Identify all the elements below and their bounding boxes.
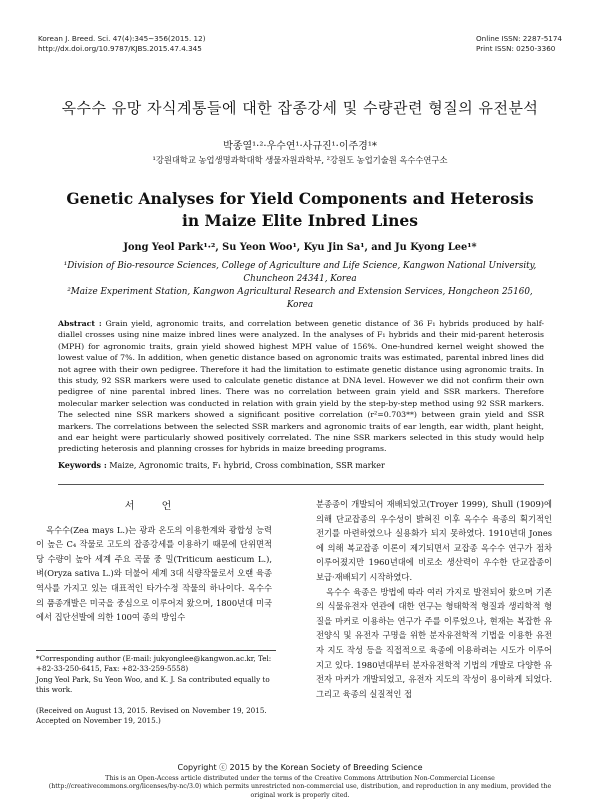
affiliation-1: ¹Division of Bio-resource Sciences, College of Agriculture and Life Science, Kangwon National University, Chuncheon 24341, Korea [63, 261, 537, 284]
received-dates: (Received on August 13, 2015. Revised on November 19, 2015. Accepted on November 19, 2015.) [36, 705, 267, 726]
authors-english: Jong Yeol Park¹·², Su Yeon Woo¹, Kyu Jin Sa¹, and Ju Kyong Lee¹* [123, 242, 477, 253]
body-paragraph-1: 옥수수(Zea mays L.)는 광과 온도의 이용한계와 광합성 능력이 높은 C₄ 작물로 고도의 잡종강세를 이용하기 때문에 단위면적당 수량이 높아 세계 주요 곡물 중 밀(Triticum aesticum L.), 벼(Oryza sativa L.)와 더불어 세계 3대 식량작물로서 오랜 육종역사를 가지고 있는 대표적인 타가수정 작물의 하나이다. 옥수수의 품종개발은 미국을 중심으로 이루어져 왔으며, 1800년대 미국에서 집단선발에 의한 100여 종의 방임수 [36, 524, 272, 623]
authors-korean: 박종열¹·²·우수연¹·사규진¹·이주경¹* [223, 141, 377, 152]
title-english: Genetic Analyses for Yield Components and Heterosis in Maize Elite Inbred Lines [66, 189, 534, 230]
footnote-divider [36, 650, 276, 651]
affiliation-korean: ¹강원대학교 농업생명과학대학 생물자원과학부, ²강원도 농업기술원 옥수수연구소 [152, 155, 448, 165]
abstract [58, 318, 544, 455]
footnotes [36, 654, 276, 726]
journal-header [38, 34, 206, 54]
print-issn: Print ISSN: 0250-3360 [476, 44, 556, 53]
abstract-text: Grain yield, agronomic traits, and correlation between genetic distance of 36 F₁ hybrids produced by half-diallel crosses using nine maize inbred lines were analyzed. In the analyses of F₁ hybrids and their mid-parent heterosis (MPH) for agronomic traits, grain yield showed highest MPH value of 156%. One-hundred kernel weight showed the lowest value of 7%. In addition, when genetic distance based on agronomic traits was estimated, parental inbred lines did not agree with their own pedigree. Therefore it had the limitation to estimate genetic distance using agronomic traits. In this study, 92 SSR markers were used to calculate genetic distance at DNA level. However we did not confirm their own pedigree of nine parental inbred lines. There was no correlation between grain yield and SSR markers. Therefore molecular marker selection was conducted in relation with grain yield by the step-by-step method using 92 SSR markers. The selected nine SSR markers showed a significant positive correlation (r²=0.703**) between grain yield and SSR markers. The correlations between the selected SSR markers and agronomic traits of ear length, ear width, plant height, and ear height were particularly showed positively correlated. The nine SSR markers selected in this study would help predicting heterosis and planning crosses for hybrids in maize breeding programs. [58, 319, 544, 454]
doi-link[interactable]: http://dx.doi.org/10.9787/KJBS.2015.47.4.345 [38, 44, 202, 53]
license-text: This is an Open-Access article distributed under the terms of the Creative Commons Attribution Non-Commercial License (http://creativecommons.org/licenses/by-nc/3.0) which permits unrestricted non-commercial use, distribution, and reproduction in any medium, provided the original work is properly cited. [48, 775, 552, 799]
issn-header [476, 34, 562, 54]
keywords-text: Maize, Agronomic traits, F₁ hybrid, Cross combination, SSR marker [109, 461, 385, 470]
online-issn: Online ISSN: 2287-5174 [476, 34, 562, 43]
section-divider [58, 484, 544, 485]
keywords-label: Keywords : [58, 460, 107, 470]
equal-contribution-note: Jong Yeol Park, Su Yeon Woo, and K. J. Sa contributed equally to this work. [36, 674, 270, 695]
body-paragraph-2: 분종종이 개발되어 재배되었고(Troyer 1999), Shull (1909)에 의해 단교잡종의 우수성이 밝혀진 이후 옥수수 육종의 획기적인 전기를 마련하였으나 실용화가 되지 못하였다. 1910년대 Jones에 의해 복교잡종 이론이 제기되면서 교잡종 옥수수 연구가 점차 이루어졌지만 1960년대에 비로소 생산력이 우수한 단교잡종이 보급·재배되기 시작하였다. [316, 499, 552, 582]
title-korean: 옥수수 유망 자식계통들에 대한 잡종강세 및 수량관련 형질의 유전분석 [61, 99, 539, 117]
body-paragraph-3: 옥수수 육종은 방법에 따라 여러 가지로 발전되어 왔으며 기존의 식물유전자 연관에 대한 연구는 형태학적 형질과 생리학적 형질을 마커로 이용하는 연구가 주를 이루었으나, 현재는 복잡한 유전양식 및 유전자 구명을 위한 분자유전학적 기법을 이용한 유전자 지도 작성 등을 직접적으로 육종에 이용하려는 시도가 이루어지고 있다. 1980년대부터 분자유전학적 기법의 개발로 다양한 유전자 마커가 개발되었고, 유전자 지도의 작성이 용이하게 되었다. 그리고 육종의 실질적인 접 [316, 586, 552, 699]
body-column-right [316, 497, 552, 701]
corresponding-author: *Corresponding author (E-mail: jukyonglee@kangwon.ac.kr, Tel: +82-33-250-6415, Fax: +82-33-259-5558) [36, 654, 272, 674]
affiliation-2: ²Maize Experiment Station, Kangwon Agricultural Research and Extension Services, Hongcheon 25160, Korea [67, 287, 533, 310]
keywords [58, 460, 544, 470]
section-heading-introduction: 서 언 [124, 501, 184, 512]
body-column-left [36, 500, 272, 625]
copyright-line: Copyright ⓒ 2015 by the Korean Society of Breeding Science [177, 763, 423, 772]
affiliation-english [60, 260, 540, 312]
abstract-label: Abstract : [58, 319, 102, 328]
journal-citation: Korean J. Breed. Sci. 47(4):345~356(2015. 12) [38, 34, 206, 43]
